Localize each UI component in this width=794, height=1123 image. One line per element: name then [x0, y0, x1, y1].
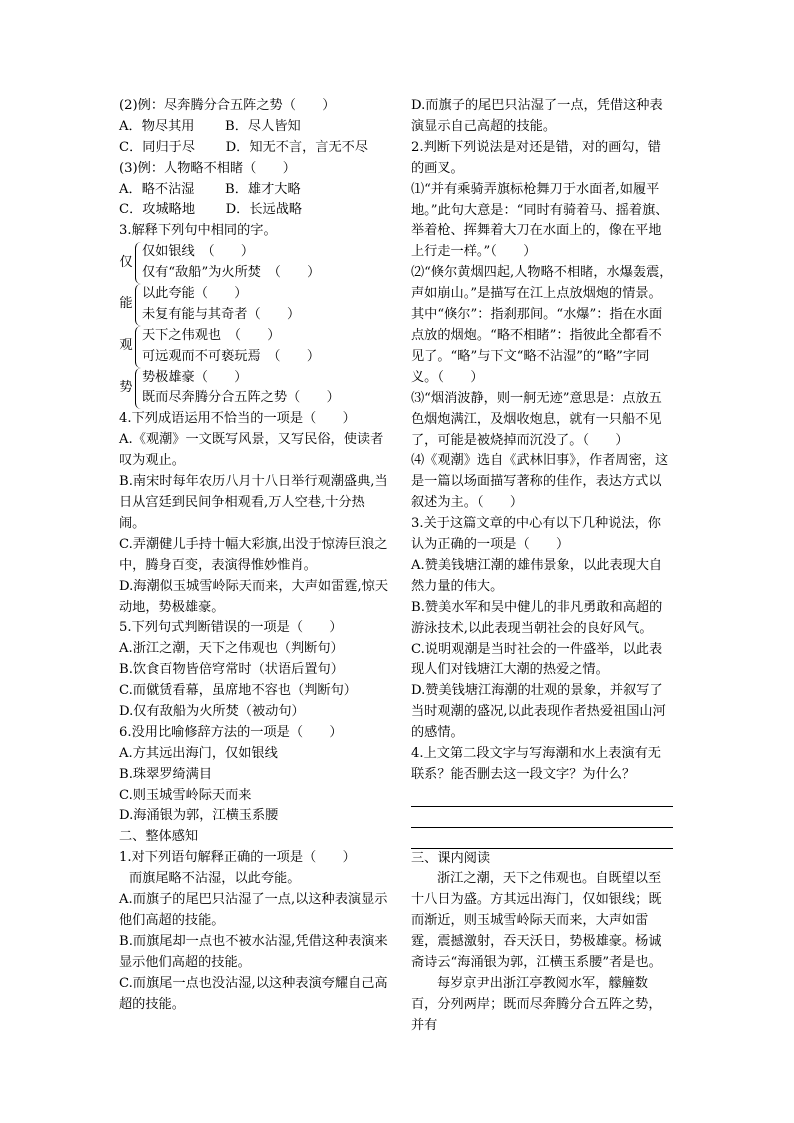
q6-title: 6.没用比喻修辞方法的一项是（ ） [119, 724, 343, 740]
q2-options-cd: C．同归于尽 D．知无不言，言无不尽 [119, 139, 369, 155]
brace-key: 仅 [119, 254, 133, 270]
q3-stem: (3)例：人物略不相睹（ ） [119, 160, 296, 176]
q5-title: 5.下列句式判断错误的一项是（ ） [119, 620, 343, 636]
q4-title: 4.下列成语运用不恰当的一项是（ ） [119, 411, 356, 427]
brace-line: 既而尽奔腾分合五阵之势（ ） [142, 390, 340, 406]
reading-paragraph-2: 每岁京尹出浙江亭教阅水军，艨艟数百，分列两岸；既而尽奔腾分合五阵之势，并有 [411, 976, 662, 1033]
q4-option-d: D.海潮似玉城雪岭际天而来，大声如雷霆,惊天动地，势极雄豪。 [119, 578, 389, 615]
left-column [119, 96, 389, 1015]
reading-paragraph-1: 浙江之潮，天下之伟观也。自既望以至十八日为盛。方其远出海门，仅如银线；既而渐近，则玉城雪岭际天而来，大声如雷霆，震撼激射，吞天沃日，势极雄豪。杨诚斋诗云“海涌银为郭，江横玉系腰”者是也。 [411, 871, 662, 971]
s2q1-quote: 而旗尾略不沾湿，以此夸能。 [129, 871, 301, 887]
s2q1-option-c: C.而旗尾一点也没沾湿,以这种表演夸耀自己高超的技能。 [119, 975, 388, 1012]
q6-option-d: D.海涌银为郭，江横玉系腰 [119, 808, 279, 824]
s2q3-option-a: A.赞美钱塘江潮的雄伟景象，以此表现大自然力量的伟大。 [411, 557, 663, 594]
s2q4-title: 4.上文第二段文字与写海潮和水上表演有无联系？能否删去这一段文字？为什么？ [411, 746, 661, 782]
right-column [411, 96, 673, 1037]
brace-line: 仅有“敌船”为火所焚 （ ） [142, 265, 321, 281]
q5-option-a: A.浙江之潮，天下之伟观也（判断句） [119, 641, 344, 657]
brace-group-guan [119, 326, 389, 368]
s2q3-option-b: B.赞美水军和吴中健儿的非凡勇敢和高超的游泳技术,以此表现当朝社会的良好风气。 [411, 599, 663, 636]
answer-line[interactable] [411, 786, 673, 807]
s2q1-option-b: B.而旗尾却一点也不被水沾湿,凭借这种表演来显示他们高超的技能。 [119, 933, 388, 970]
answer-line[interactable] [411, 828, 673, 849]
s2q2-item-3: ⑶“烟消波静，则一舸无迹”意思是：点放五色烟炮满江，及烟收炮息，就有一只船不见了，可能是被烧掉而沉没了。（ ） [411, 390, 662, 448]
brace-group-neng [119, 284, 389, 326]
q4-option-c: C.弄潮健儿手持十幅大彩旗,出没于惊涛巨浪之中，腾身百变，表演得惟妙惟肖。 [119, 536, 388, 573]
s2q3-option-d: D.赞美钱塘江海潮的壮观的景象，并叙写了当时观潮的盛况,以此表现作者热爱祖国山河的感情。 [411, 683, 666, 741]
brace-line: 势极雄豪（ ） [142, 369, 248, 385]
answer-line[interactable] [411, 807, 673, 828]
q2-stem: (2)例：尽奔腾分合五阵之势（ ） [119, 98, 336, 113]
brace-group-shi [119, 368, 389, 410]
s2q1-option-a: A.而旗子的尾巴只沾湿了一点,以这种表演显示他们高超的技能。 [119, 891, 388, 928]
s2q3-option-c: C.说明观潮是当时社会的一件盛举，以此表现人们对钱塘江大潮的热爱之情。 [411, 641, 663, 678]
q3-options-ab: A．略不沾湿 B．雄才大略 [119, 181, 301, 197]
brace-key: 能 [119, 296, 133, 312]
s2q2-item-2: ⑵“倏尔黄烟四起,人物略不相睹，水爆轰震，声如崩山。”是描写在江上点放烟炮的情景。其中“倏尔”：指刹那间。“水爆”：指在水面点放的烟炮。“略不相睹”：指彼此全都看不见了。“略”与下文“略不沾湿”的“略”字同义。（ ） [411, 265, 673, 385]
section2-title: 二、整体感知 [119, 829, 199, 845]
q5-option-d: D.仅有敌船为火所焚（被动句） [119, 703, 305, 719]
brace-line: 可远观而不可亵玩焉 （ ） [142, 348, 321, 364]
q4-option-a: A.《观潮》一文既写风景，又写民俗，使读者叹为观止。 [119, 432, 384, 469]
brace-line: 仅如银线 （ ） [142, 244, 255, 260]
q6-option-b: B.珠翠罗绮满目 [119, 766, 213, 782]
q3-options-cd: C．攻城略地 D．长远战略 [119, 202, 303, 218]
q5-option-b: B.饮食百物皆倍穹常时（状语后置句） [119, 662, 344, 678]
q2-options-ab: A．物尽其用 B．尽人皆知 [119, 118, 301, 134]
brace-line: 以此夸能（ ） [142, 286, 248, 302]
s2q2-item-4: ⑷《观潮》选自《武林旧事》，作者周密，这是一篇以场面描写著称的佳作，表达方式以叙述为主。（ ） [411, 453, 669, 511]
q6-option-a: A.方其远出海门，仅如银线 [119, 745, 278, 761]
s2q1-option-d: D.而旗子的尾巴只沾湿了一点，凭借这种表演显示自己高超的技能。 [411, 98, 663, 134]
s2q2-item-1: ⑴“并有乘骑弄旗标枪舞刀于水面者,如履平地。”此句大意是：“同时有骑着马、摇着旗、举着枪、挥舞着大刀在水面上的，像在平地上行走一样。”（ ） [411, 181, 669, 260]
s2q3-title: 3.关于这篇文章的中心有以下几种说法，你认为正确的一项是（ ） [411, 516, 661, 553]
s2q1-title: 1.对下列语句解释正确的一项是（ ） [119, 850, 356, 866]
s2q2-title: 2.判断下列说法是对还是错，对的画勾，错的画叉。 [411, 139, 661, 176]
brace-line: 天下之伟观也 （ ） [142, 327, 281, 343]
q6-option-c: C.则玉城雪岭际天而来 [119, 787, 252, 803]
section3-reading-title: 三、课内阅读 [411, 850, 491, 866]
q4-option-b: B.南宋时每年农历八月十八日举行观潮盛典,当日从宫廷到民间争相观看,万人空巷,十分热闹。 [119, 474, 388, 531]
brace-line: 未复有能与其奇者（ ） [142, 306, 301, 322]
brace-key: 势 [119, 380, 133, 396]
brace-key: 观 [119, 338, 133, 354]
brace-group-jin [119, 242, 389, 284]
q5-option-c: C.而僦赁看幕，虽席地不容也（判断句） [119, 683, 357, 699]
section3-title: 3.解释下列句中相同的字。 [119, 223, 277, 239]
